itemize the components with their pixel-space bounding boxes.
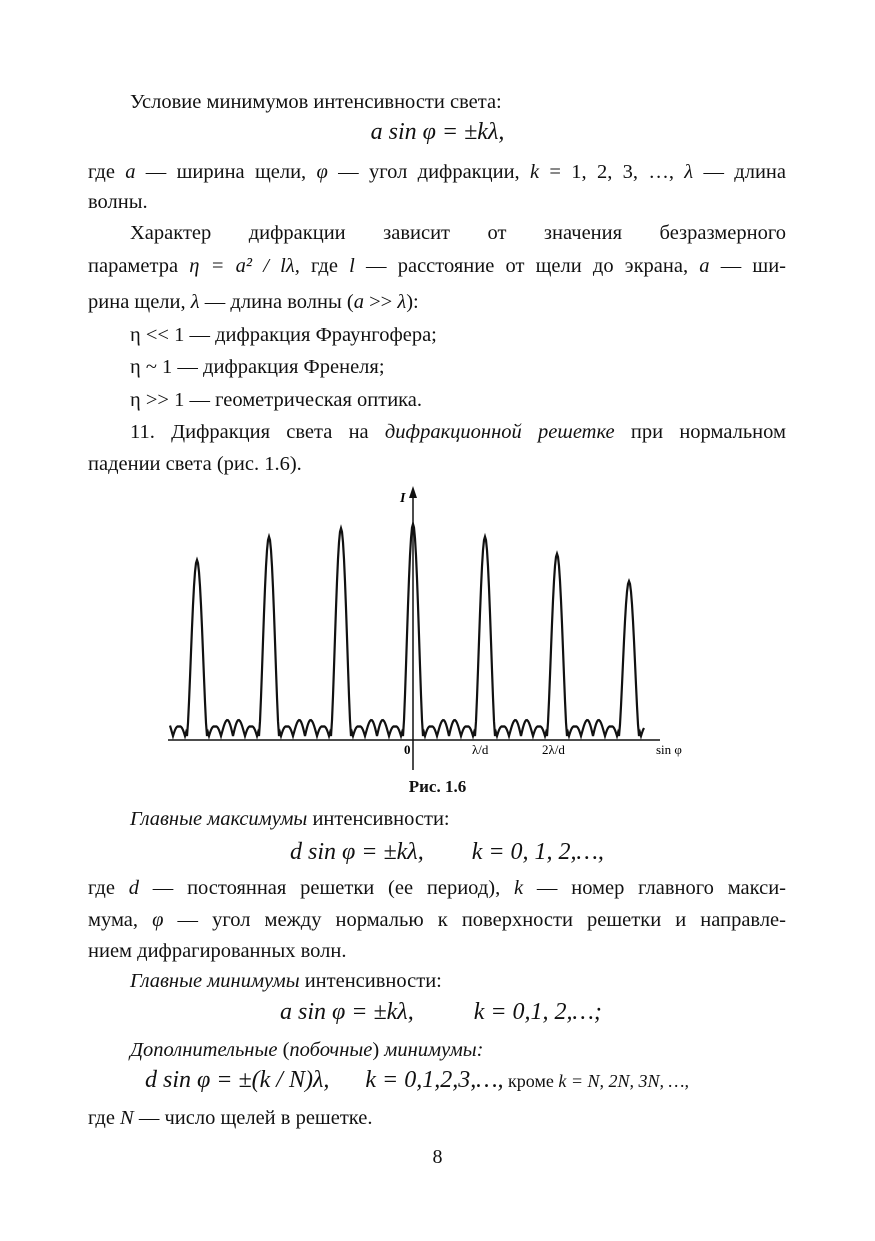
text-line: падении света (рис. 1.6). <box>88 453 302 475</box>
formula-minima-slit: a sin φ = ±kλ, <box>370 119 505 145</box>
text-line: Дополнительные (побочные) минимумы: <box>130 1039 484 1061</box>
x-axis-label: sin φ <box>656 742 682 757</box>
text-line: нием дифрагированных волн. <box>88 940 347 962</box>
page-number: 8 <box>432 1146 443 1168</box>
text-line: параметра η = a² / lλ, где l — расстояние от щели до экрана, a — ши- <box>88 255 787 277</box>
text-line: Главные минимумы интенсивности: <box>130 970 442 992</box>
text-line: Характер дифракции зависит от значения безразмерного <box>130 222 786 244</box>
text-line: рина щели, λ — длина волны (a >> λ): <box>88 291 419 313</box>
text-line: η ~ 1 — дифракция Френеля; <box>130 356 385 378</box>
text-line: η >> 1 — геометрическая оптика. <box>130 389 423 411</box>
figure-caption: Рис. 1.6 <box>408 777 467 796</box>
diffraction-grating-chart <box>160 480 700 780</box>
x-tick-label-2: 2λ/d <box>542 742 565 757</box>
y-axis-arrow <box>409 486 417 498</box>
text-line: 11. Дифракция света на дифракционной решетке при нормальном <box>130 421 786 443</box>
text-line: η << 1 — дифракция Фраунгофера; <box>130 324 437 346</box>
text-line: где N — число щелей в решетке. <box>88 1107 373 1129</box>
text-line: где d — постоянная решетки (ее период), k — номер главного макси- <box>88 877 786 899</box>
text-line: Главные максимумы интенсивности: <box>130 808 450 830</box>
text-line: волны. <box>88 191 148 213</box>
y-axis-label: I <box>400 491 406 506</box>
formula-secondary-minima: d sin φ = ±(k / N)λ, k = 0,1,2,3,…, кроме k = N, 2N, 3N, …, <box>145 1067 690 1093</box>
text-line: где a — ширина щели, φ — угол дифракции, k = 1, 2, 3, …, λ — длина <box>88 161 786 183</box>
formula-main-minima: a sin φ = ±kλ, k = 0,1, 2,…; <box>280 999 602 1025</box>
intensity-curve <box>170 524 644 736</box>
x-tick-label-1: λ/d <box>472 742 489 757</box>
formula-main-maxima: d sin φ = ±kλ, k = 0, 1, 2,…, <box>290 839 604 865</box>
text-line: Условие минимумов интенсивности света: <box>130 91 502 113</box>
x-tick-label-0: 0 <box>404 742 411 757</box>
text-line: мума, φ — угол между нормалью к поверхности решетки и направле- <box>88 909 786 931</box>
